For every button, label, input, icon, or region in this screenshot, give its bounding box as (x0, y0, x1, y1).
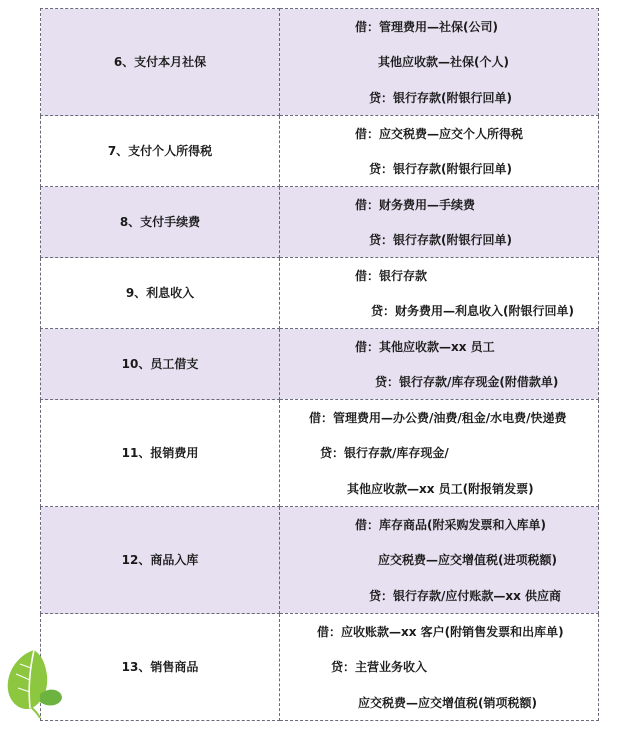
entry-line: 借：应交税费—应交个人所得税 (355, 127, 524, 141)
entry-cell (280, 116, 599, 187)
item-cell: 8、支付手续费 (41, 187, 280, 258)
entry-line: 贷：主营业务收入 (331, 660, 428, 674)
table-row (41, 400, 599, 507)
entry-cell (280, 9, 599, 116)
entry-line: 借：库存商品(附采购发票和入库单) (355, 518, 546, 532)
item-cell: 6、支付本月社保 (41, 9, 280, 116)
entry-line: 借：管理费用—社保(公司) (355, 20, 498, 34)
journal-entry-table (40, 8, 599, 721)
entry-cell (280, 614, 599, 721)
leaf-icon (4, 646, 64, 718)
entry-line: 借：其他应收款—xx 员工 (355, 340, 495, 354)
table-row (41, 9, 599, 116)
item-cell: 9、利息收入 (41, 258, 280, 329)
entry-line: 贷：银行存款(附银行回单) (369, 91, 512, 105)
entry-line: 应交税费—应交增值税(进项税额) (378, 553, 557, 567)
entry-cell (280, 507, 599, 614)
entry-line: 借：管理费用—办公费/油费/租金/水电费/快递费 (309, 411, 567, 425)
table-row (41, 614, 599, 721)
entry-line: 借：应收账款—xx 客户(附销售发票和出库单) (317, 625, 564, 639)
table-row (41, 507, 599, 614)
entry-line: 借：银行存款 (355, 269, 428, 283)
entry-cell (280, 187, 599, 258)
entry-line: 贷：银行存款/库存现金(附借款单) (375, 375, 559, 389)
item-cell: 11、报销费用 (41, 400, 280, 507)
item-cell: 12、商品入库 (41, 507, 280, 614)
item-cell: 7、支付个人所得税 (41, 116, 280, 187)
entry-cell (280, 329, 599, 400)
entry-cell (280, 400, 599, 507)
entry-line: 贷：银行存款(附银行回单) (369, 233, 512, 247)
item-cell: 13、销售商品 (41, 614, 280, 721)
entry-line: 应交税费—应交增值税(销项税额) (358, 696, 537, 710)
table-row (41, 258, 599, 329)
table-row (41, 116, 599, 187)
table-row (41, 187, 599, 258)
entry-line: 其他应收款—社保(个人) (378, 55, 509, 69)
entry-cell (280, 258, 599, 329)
entry-line: 借：财务费用—手续费 (355, 198, 476, 212)
item-cell: 10、员工借支 (41, 329, 280, 400)
entry-line: 贷：财务费用—利息收入(附银行回单) (371, 304, 574, 318)
entry-line: 贷：银行存款/库存现金/ (320, 446, 449, 460)
entry-line: 贷：银行存款(附银行回单) (369, 162, 512, 176)
entry-line: 其他应收款—xx 员工(附报销发票) (347, 482, 534, 496)
table-row (41, 329, 599, 400)
entry-line: 贷：银行存款/应付账款—xx 供应商 (369, 589, 562, 603)
